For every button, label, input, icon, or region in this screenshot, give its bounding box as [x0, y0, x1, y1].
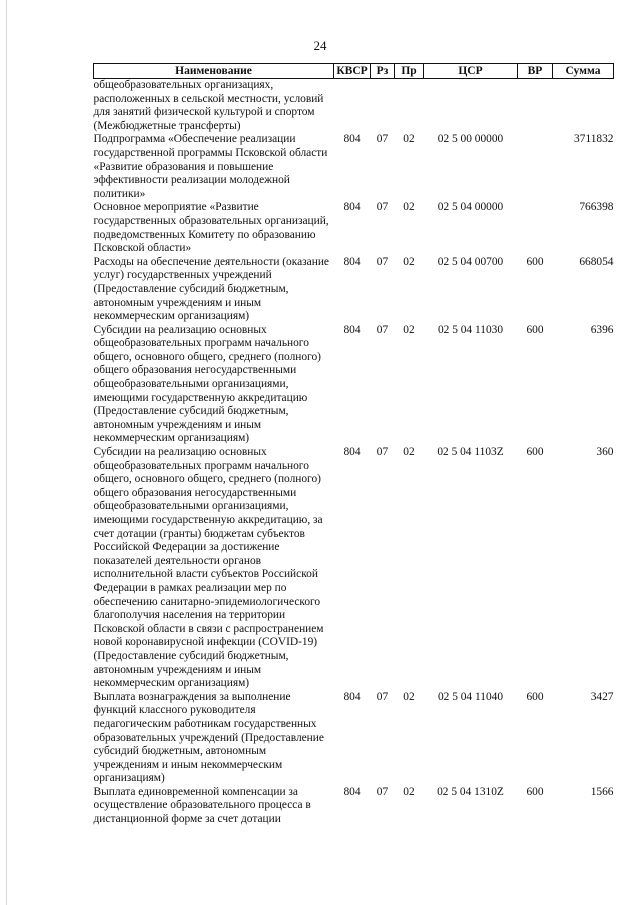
row-kvsr: 804: [343, 323, 361, 336]
row-sum: 668054: [579, 255, 614, 268]
row-pr: 02: [403, 133, 415, 146]
header-name: Наименование: [94, 64, 334, 79]
row-pr: 02: [403, 323, 415, 336]
row-vr: 600: [526, 785, 544, 798]
table-row: [94, 786, 614, 827]
row-vr: 600: [526, 323, 544, 336]
header-csr: ЦСР: [424, 64, 518, 79]
row-rz: 07: [376, 446, 389, 459]
row-name: Основное мероприятие «Развитие государственных образовательных организаций, подведомственных Комитету по образованию Псковской области»: [93, 201, 329, 255]
header-rz: Рз: [371, 64, 395, 79]
table-row: [94, 256, 614, 324]
row-name: общеобразовательных организациях, расположенных в сельской местности, условий для занятий физической культурой и спортом (Межбюджетные трансферты): [93, 79, 324, 132]
table-row: [94, 201, 614, 255]
row-kvsr: 804: [343, 255, 361, 268]
header-pr: Пр: [395, 64, 424, 79]
table-row: [94, 691, 614, 786]
row-rz: [371, 79, 395, 134]
row-name: Подпрограмма «Обеспечение реализации государственной программы Псковской области «Развитие образования и повышение эффективности реализации молодежной политики»: [93, 133, 328, 200]
row-sum: 1566: [590, 785, 614, 798]
row-csr: 02 5 00 00000: [437, 133, 504, 146]
row-kvsr: [334, 79, 371, 134]
row-kvsr: 804: [343, 201, 361, 214]
row-vr: 600: [526, 690, 544, 703]
row-kvsr: 804: [343, 785, 361, 798]
page-number: 24: [313, 38, 327, 53]
row-csr: [424, 79, 518, 134]
row-sum: [553, 79, 614, 134]
row-rz: 07: [376, 201, 389, 214]
row-pr: [395, 79, 424, 134]
row-rz: 07: [376, 690, 389, 703]
row-vr: [518, 133, 553, 201]
row-sum: 6396: [590, 323, 614, 336]
row-name: Выплата единовременной компенсации за осуществление образовательного процесса в дистанционной форме за счет дотации: [93, 785, 311, 826]
header-sum: Сумма: [553, 64, 614, 79]
row-pr: 02: [403, 446, 415, 459]
row-sum: 3711832: [574, 133, 614, 146]
budget-table: [93, 63, 614, 827]
row-vr: 600: [526, 446, 544, 459]
row-csr: 02 5 04 11030: [437, 323, 504, 336]
row-sum: 360: [596, 446, 614, 459]
row-sum: 766398: [579, 201, 614, 214]
row-csr: 02 5 04 1310Z: [437, 785, 504, 798]
row-sum: 3427: [590, 690, 614, 703]
row-pr: 02: [403, 690, 415, 703]
row-kvsr: 804: [343, 690, 361, 703]
scan-edge-line: [6, 0, 7, 905]
row-csr: 02 5 04 11040: [437, 690, 504, 703]
table-row: [94, 446, 614, 691]
row-rz: 07: [376, 785, 389, 798]
row-rz: 07: [376, 323, 389, 336]
row-rz: 07: [376, 133, 389, 146]
row-csr: 02 5 04 00000: [437, 201, 504, 214]
row-name: Выплата вознаграждения за выполнение функций классного руководителя педагогическим работникам государственных образовательных учреждений (Предоставление субсидий бюджетным, автономным учреждениям и иным некоммерческим организациям): [93, 690, 324, 785]
table-row: [94, 324, 614, 446]
row-kvsr: 804: [343, 446, 361, 459]
row-pr: 02: [403, 785, 415, 798]
row-pr: 02: [403, 255, 415, 268]
row-csr: 02 5 04 00700: [437, 255, 504, 268]
row-kvsr: 804: [343, 133, 361, 146]
row-csr: 02 5 04 1103Z: [437, 446, 504, 459]
row-name: Расходы на обеспечение деятельности (оказание услуг) государственных учреждений (Предоставление субсидий бюджетным, автономным учреждениям и иным некоммерческим организациям): [93, 255, 329, 323]
row-vr: [518, 201, 553, 255]
row-name: Субсидии на реализацию основных общеобразовательных программ начального общего, основного общего, среднего (полного) общего образования негосударственными общеобразовательными организациями, имеющими государственную аккредитацию (Предоставление субсидий бюджетным, автономным учреждениям и иным некоммерческим организациям): [93, 323, 321, 445]
row-name: Субсидии на реализацию основных общеобразовательных программ начального общего, основного общего, среднего (полного) общего образования негосударственными общеобразовательными организациями, имеющими государственную аккредитацию, за счет дотации (гранты) бюджетам субъектов Российской Федерации за достижение показателей деятельности органов исполнительной власти субъектов Российской Федерации в рамках реализации мер по обеспечению санитарно-эпидемиологического благополучия населения на территории Псковской области в связи с распространением новой коронавирусной инфекции (COVID-19) (Предоставление субсидий бюджетным, автономным учреждениям и иным некоммерческим организациям): [93, 446, 324, 690]
row-vr: 600: [526, 255, 544, 268]
row-rz: 07: [376, 255, 389, 268]
table-header-row: [94, 64, 614, 79]
header-vr: ВР: [518, 64, 553, 79]
table-row: [94, 133, 614, 201]
row-vr: [518, 79, 553, 134]
table-row: [94, 79, 614, 134]
row-pr: 02: [403, 201, 415, 214]
header-kvsr: КВСР: [334, 64, 371, 79]
